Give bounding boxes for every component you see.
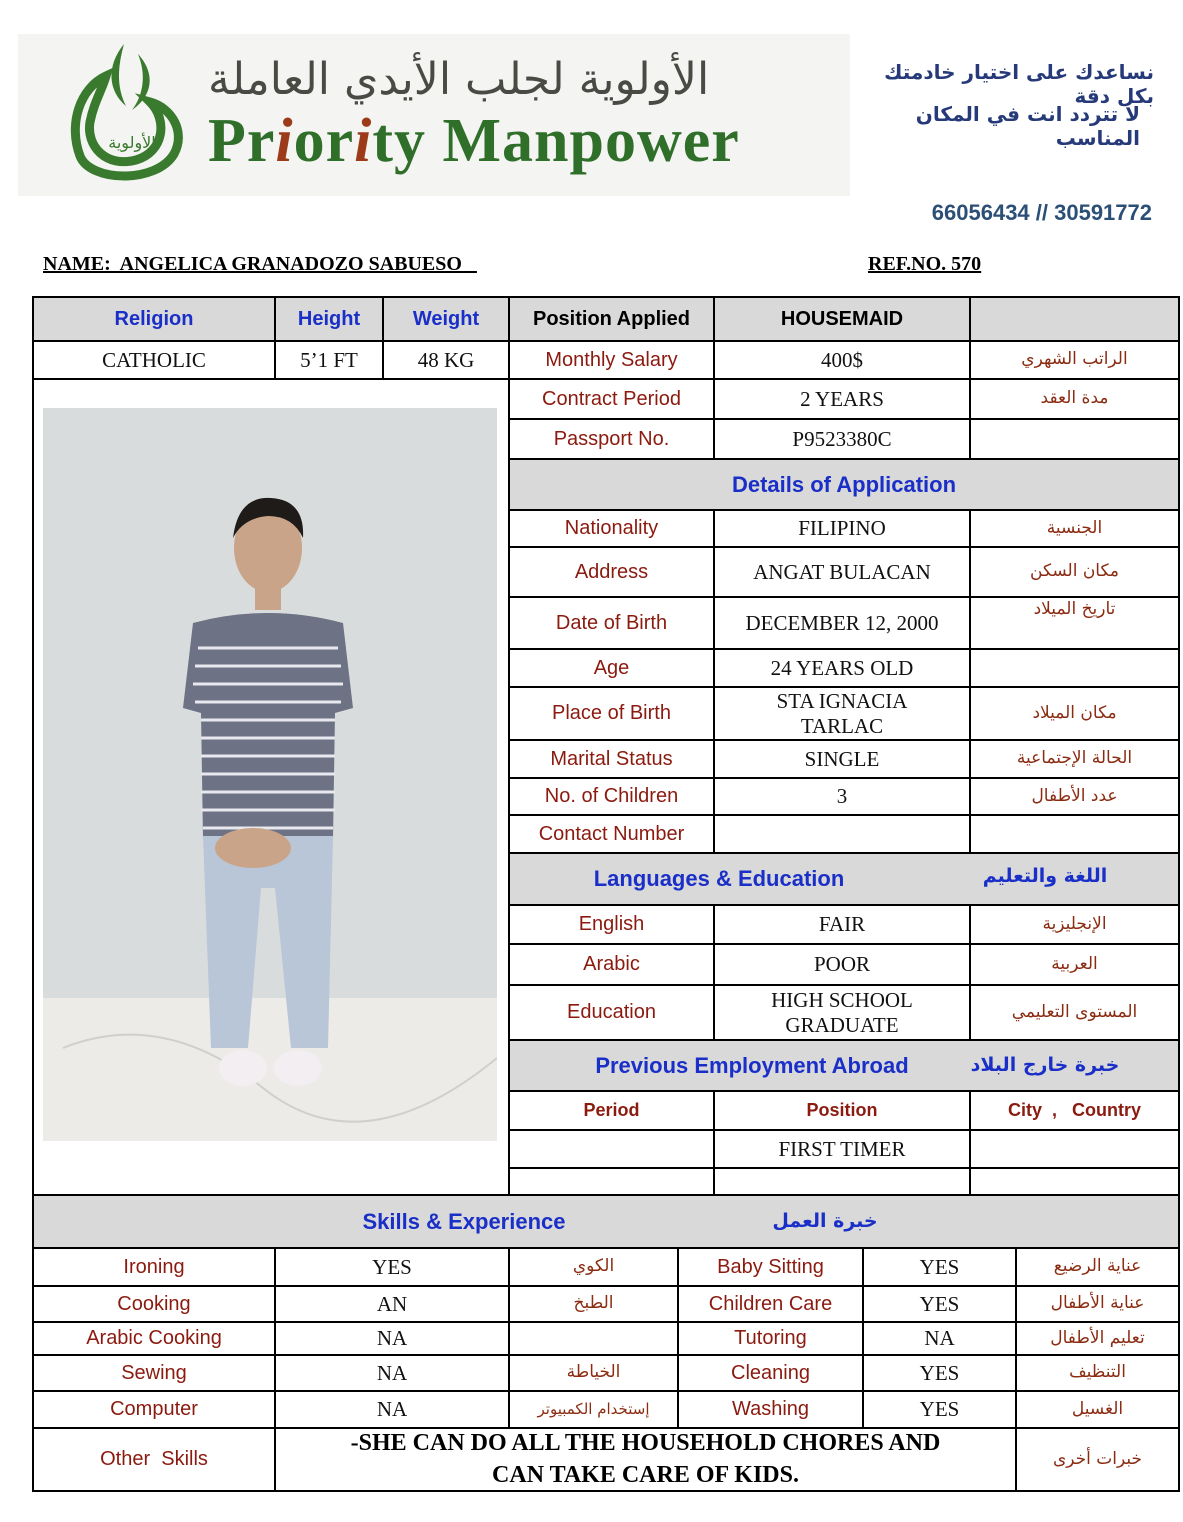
other-skills-arabic: خبرات أخرى	[1052, 1448, 1143, 1469]
skill-label: Children Care	[708, 1292, 833, 1315]
employment-section-title: Previous Employment Abroad	[595, 1052, 909, 1078]
education-line-2: GRADUATE	[785, 1012, 899, 1037]
company-name-part: ty Manpower	[372, 107, 740, 175]
other-skills-label: Other Skills	[100, 1448, 208, 1470]
monthly-salary-label: Monthly Salary	[545, 348, 678, 371]
religion-value: CATHOLIC	[102, 347, 206, 372]
address-arabic: مكان السكن	[1030, 561, 1119, 582]
company-name-part: or	[293, 107, 355, 175]
pob-arabic: مكان الميلاد	[1032, 702, 1117, 723]
height-value: 5’1 FT	[300, 347, 358, 372]
monthly-salary-value: 400$	[821, 347, 863, 372]
pob-label: Place of Birth	[552, 702, 671, 724]
arabic-arabic: العربية	[1051, 953, 1098, 974]
skills-section-title: Skills & Experience	[362, 1208, 566, 1234]
employment-section-arabic: خبرة خارج البلاد	[970, 1053, 1120, 1076]
english-value: FAIR	[818, 912, 866, 937]
skill-arabic	[510, 1323, 677, 1354]
skill-arabic: عناية الأطفال	[1050, 1293, 1145, 1314]
children-label: No. of Children	[544, 785, 679, 807]
contact-number-label: Contact Number	[538, 822, 685, 845]
pob-line-1: STA IGNACIA	[776, 689, 908, 714]
passport-label: Passport No.	[553, 427, 670, 450]
nationality-value: FILIPINO	[798, 516, 886, 541]
height-label: Height	[297, 307, 361, 330]
nationality-arabic: الجنسية	[1046, 517, 1103, 538]
employment-col-position: Position	[806, 1100, 878, 1121]
other-skills-line-1: -SHE CAN DO ALL THE HOUSEHOLD CHORES AND	[350, 1430, 941, 1457]
employment-col-city: City , Country	[1007, 1100, 1141, 1121]
address-label: Address	[574, 560, 649, 583]
other-skills-value	[276, 1429, 1015, 1490]
passport-value: P9523380C	[792, 426, 892, 451]
dob-label: Date of Birth	[555, 611, 668, 634]
age-value: 24 YEARS OLD	[770, 655, 914, 680]
skill-label: Cleaning	[731, 1361, 810, 1384]
languages-section-title: Languages & Education	[593, 866, 845, 892]
skill-arabic: الكوي	[572, 1256, 615, 1277]
contract-period-label: Contract Period	[542, 387, 681, 410]
company-name-english	[208, 106, 740, 177]
education-label: Education	[567, 1001, 656, 1023]
skill-label: Arabic Cooking	[86, 1327, 222, 1349]
skill-label: Sewing	[121, 1361, 187, 1384]
skill-label: Computer	[110, 1398, 198, 1420]
phone-numbers: 66056434 // 30591772	[931, 200, 1152, 225]
children-arabic: عدد الأطفال	[1031, 785, 1118, 806]
skill-arabic: الطبخ	[573, 1293, 614, 1314]
skill-value: YES	[919, 1254, 960, 1279]
pob-value	[715, 688, 969, 739]
skill-arabic: تعليم الأطفال	[1050, 1327, 1145, 1348]
skill-label: Cooking	[117, 1292, 191, 1315]
pob-line-2: TARLAC	[800, 713, 884, 738]
emblem-arabic-text: الأولوية	[108, 133, 156, 152]
candidate-name: NAME: ANGELICA GRANADOZO SABUESO	[43, 253, 477, 275]
nationality-label: Nationality	[564, 517, 659, 539]
arabic-label: Arabic	[583, 953, 640, 975]
education-arabic: المستوى التعليمي	[1011, 1001, 1138, 1022]
children-value: 3	[836, 784, 848, 809]
monthly-salary-arabic: الراتب الشهري	[1021, 349, 1128, 370]
employment-col-period: Period	[583, 1100, 640, 1121]
skill-value: NA	[376, 1397, 408, 1422]
tagline-line-1: نساعدك على اختيار خادمتك بكل دقة	[884, 60, 1154, 108]
skill-arabic: الخياطة	[566, 1362, 621, 1383]
marital-label: Marital Status	[550, 747, 673, 770]
position-applied-value: HOUSEMAID	[780, 307, 904, 330]
position-applied-label: Position Applied	[532, 307, 691, 330]
dob-arabic: تاريخ الميلاد	[1033, 599, 1116, 620]
employment-row-position: FIRST TIMER	[778, 1136, 906, 1161]
logo-banner	[18, 34, 850, 196]
contract-period-value: 2 YEARS	[800, 386, 884, 411]
skill-value: YES	[919, 1397, 960, 1422]
address-value: ANGAT BULACAN	[753, 559, 931, 584]
skill-label: Baby Sitting	[717, 1255, 824, 1278]
english-label: English	[578, 913, 645, 935]
education-line-1: HIGH SCHOOL	[771, 988, 913, 1013]
dob-value: DECEMBER 12, 2000	[745, 610, 939, 635]
religion-label: Religion	[114, 307, 194, 330]
skills-section-arabic: خبرة العمل	[772, 1209, 878, 1232]
skill-arabic: إستخدام الكمبيوتر	[537, 1399, 650, 1418]
arabic-value: POOR	[813, 952, 871, 977]
skill-value: AN	[376, 1291, 408, 1316]
company-name-accent: i	[275, 107, 294, 175]
skill-value: NA	[924, 1326, 955, 1351]
marital-value: SINGLE	[804, 746, 880, 771]
company-emblem-icon	[46, 36, 196, 194]
skill-arabic: التنظيف	[1069, 1362, 1126, 1383]
reference-number: REF.NO. 570	[868, 253, 982, 275]
skill-label: Washing	[731, 1398, 810, 1420]
skill-value: NA	[376, 1360, 408, 1385]
skill-label: Ironing	[123, 1255, 185, 1278]
age-label: Age	[593, 656, 630, 679]
company-name-accent: i	[354, 107, 373, 175]
languages-section-arabic: اللغة والتعليم	[982, 865, 1108, 888]
candidate-photo	[43, 408, 497, 1141]
education-value	[715, 986, 969, 1039]
skill-arabic: عناية الرضيع	[1053, 1256, 1142, 1277]
other-skills-line-2: CAN TAKE CARE OF KIDS.	[492, 1461, 799, 1488]
tagline-line-2: لا تتردد انت في المكان المناسب	[915, 102, 1140, 150]
contract-period-arabic: مدة العقد	[1040, 388, 1109, 409]
company-name-arabic: الأولوية لجلب الأيدي العاملة	[208, 54, 710, 105]
weight-label: Weight	[412, 307, 480, 330]
company-name-part: Pr	[208, 107, 276, 175]
english-arabic: الإنجليزية	[1042, 913, 1107, 934]
skill-value: NA	[376, 1326, 408, 1351]
marital-arabic: الحالة الإجتماعية	[1016, 748, 1133, 769]
skill-label: Tutoring	[734, 1327, 807, 1349]
weight-value: 48 KG	[417, 347, 475, 372]
skill-value: YES	[919, 1360, 960, 1385]
skill-value: YES	[919, 1291, 960, 1316]
details-section-title: Details of Application	[731, 471, 957, 497]
skill-arabic: الغسيل	[1071, 1398, 1124, 1419]
skill-value: YES	[372, 1254, 412, 1279]
